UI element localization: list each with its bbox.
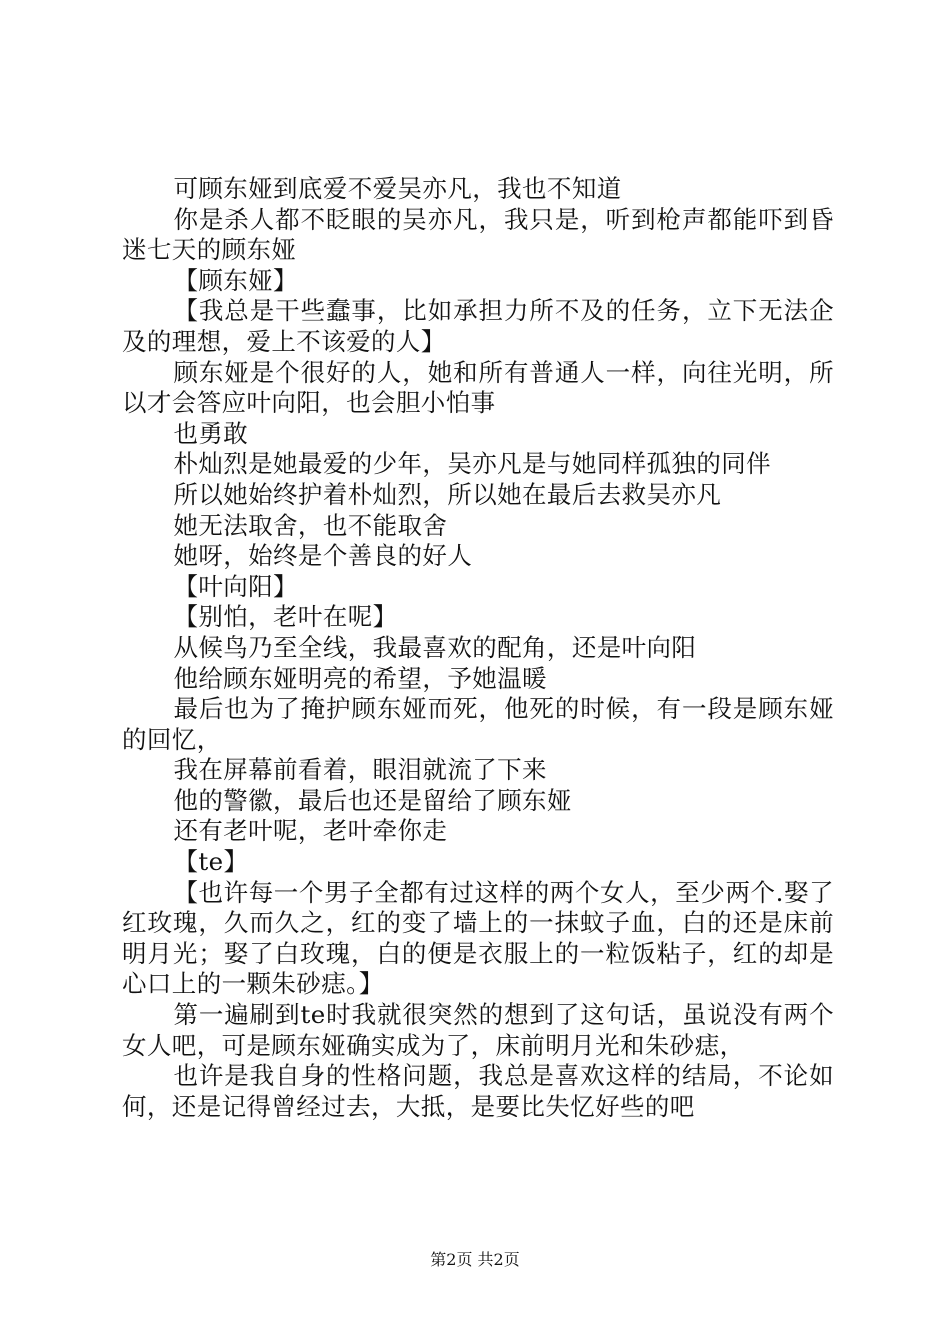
paragraph-5: 顾东娅是个很好的人，她和所有普通人一样，向往光明，所以才会答应叶向阳，也会胆小怕事 xyxy=(122,357,834,418)
paragraph-10: 她呀，始终是个善良的好人 xyxy=(173,541,473,571)
paragraph-9: 她无法取舍，也不能取舍 xyxy=(173,510,448,540)
paragraph-4: 【我总是干些蠢事，比如承担力所不及的任务，立下无法企及的理想，爱上不该爱的人】 xyxy=(122,296,834,356)
paragraph-2: 你是杀人都不眨眼的吴亦凡，我只是，听到枪声都能吓到昏迷七天的顾东娅 xyxy=(122,204,834,265)
document-body xyxy=(122,174,834,1122)
paragraph-11: 【叶向阳】 xyxy=(173,571,298,601)
paragraph-17: 他的警徽，最后也还是留给了顾东娅 xyxy=(173,785,572,815)
paragraph-12: 【别怕，老叶在呢】 xyxy=(173,602,398,632)
paragraph-19: 【te】 xyxy=(173,847,249,877)
paragraph-16: 我在屏幕前看着，眼泪就流了下来 xyxy=(173,755,547,785)
paragraph-1: 可顾东娅到底爱不爱吴亦凡，我也不知道 xyxy=(173,174,622,203)
paragraph-8: 所以她始终护着朴灿烈，所以她在最后去救吴亦凡 xyxy=(173,479,722,509)
paragraph-22: 也许是我自身的性格问题，我总是喜欢这样的结局，不论如何，还是记得曾经过去，大抵，是要比失忆好些的吧 xyxy=(122,1061,834,1121)
paragraph-6: 也勇敢 xyxy=(173,418,249,448)
paragraph-7: 朴灿烈是她最爱的少年，吴亦凡是与她同样孤独的同伴 xyxy=(173,449,772,479)
paragraph-14: 他给顾东娅明亮的希望，予她温暖 xyxy=(173,663,547,693)
paragraph-20: 【也许每一个男子全都有过这样的两个女人，至少两个.娶了红玫瑰，久而久之，红的变了墙上的一抹蚊子血，白的还是床前明月光；娶了白玫瑰，白的便是衣服上的一粒饭粘子，红的却是心口上的一颗朱砂痣。】 xyxy=(122,877,834,999)
page-number-footer: 第2页 共2页 xyxy=(430,1250,520,1269)
paragraph-15: 最后也为了掩护顾东娅而死，他死的时候，有一段是顾东娅的回忆， xyxy=(122,694,834,754)
paragraph-18: 还有老叶呢，老叶牵你走 xyxy=(173,816,448,846)
paragraph-13: 从候鸟乃至全线，我最喜欢的配角，还是叶向阳 xyxy=(173,632,697,662)
paragraph-21: 第一遍刷到te时我就很突然的想到了这句话，虽说没有两个女人吧，可是顾东娅确实成为了，床前明月光和朱砂痣， xyxy=(122,1000,834,1060)
paragraph-3: 【顾东娅】 xyxy=(173,265,298,295)
